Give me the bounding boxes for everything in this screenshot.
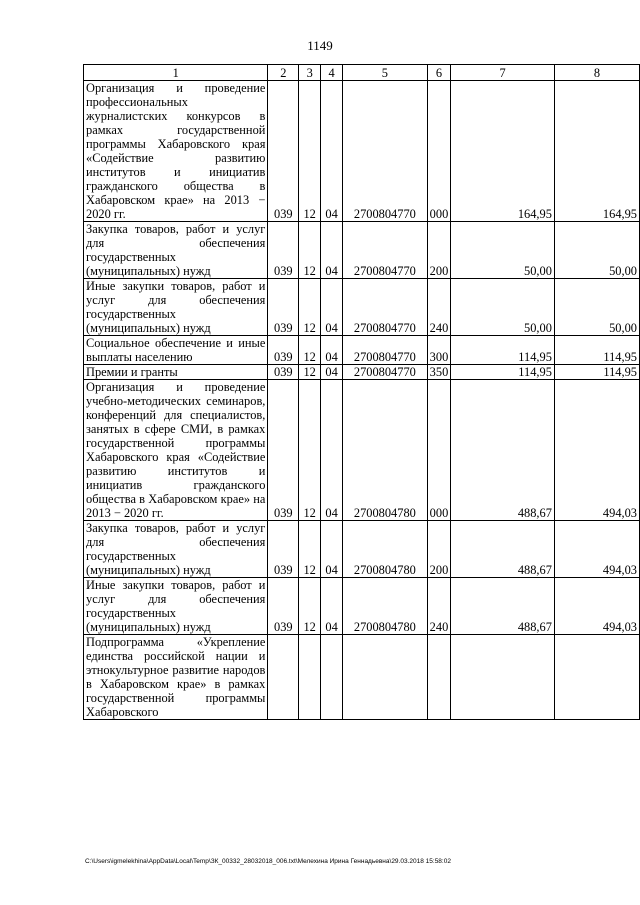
expense-type-code: 300: [427, 336, 451, 365]
section-code: 12: [299, 380, 321, 521]
subsection-code: 04: [321, 365, 343, 380]
amount-year-1: 488,67: [451, 380, 555, 521]
target-article-code: 2700804770: [343, 279, 428, 336]
admin-code: 039: [268, 279, 299, 336]
table-row: [84, 578, 640, 635]
row-description: Премии и гранты: [84, 365, 268, 380]
amount-year-2: 114,95: [554, 365, 639, 380]
admin-code: 039: [268, 81, 299, 222]
amount-year-1: 50,00: [451, 279, 555, 336]
column-header: 4: [321, 65, 343, 81]
table-row: [84, 380, 640, 521]
admin-code: 039: [268, 222, 299, 279]
amount-year-1: 488,67: [451, 578, 555, 635]
expense-type-code: 350: [427, 365, 451, 380]
column-header: 6: [427, 65, 451, 81]
admin-code: 039: [268, 336, 299, 365]
table-row: [84, 365, 640, 380]
section-code: 12: [299, 222, 321, 279]
row-description: Закупка товаров, работ и услуг для обеспечения государственных (муниципальных) нужд: [84, 222, 268, 279]
amount-year-1: 114,95: [451, 336, 555, 365]
subsection-code: 04: [321, 521, 343, 578]
admin-code: 039: [268, 365, 299, 380]
expense-type-code: [427, 635, 451, 720]
expense-type-code: 240: [427, 578, 451, 635]
row-description: Закупка товаров, работ и услуг для обеспечения государственных (муниципальных) нужд: [84, 521, 268, 578]
target-article-code: 2700804770: [343, 336, 428, 365]
column-header: 1: [84, 65, 268, 81]
column-header: 5: [343, 65, 428, 81]
target-article-code: 2700804780: [343, 521, 428, 578]
subsection-code: 04: [321, 336, 343, 365]
expense-type-code: 000: [427, 380, 451, 521]
amount-year-2: 164,95: [554, 81, 639, 222]
row-description: Иные закупки товаров, работ и услуг для обеспечения государственных (муниципальных) нужд: [84, 578, 268, 635]
column-header: 8: [554, 65, 639, 81]
subsection-code: [321, 635, 343, 720]
section-code: 12: [299, 521, 321, 578]
target-article-code: 2700804770: [343, 365, 428, 380]
admin-code: 039: [268, 578, 299, 635]
amount-year-2: 50,00: [554, 222, 639, 279]
table-row: [84, 222, 640, 279]
column-header: 7: [451, 65, 555, 81]
amount-year-2: 114,95: [554, 336, 639, 365]
amount-year-2: 494,03: [554, 521, 639, 578]
section-code: 12: [299, 336, 321, 365]
table-row: [84, 81, 640, 222]
admin-code: 039: [268, 380, 299, 521]
table-row: [84, 635, 640, 720]
amount-year-2: 494,03: [554, 380, 639, 521]
expense-type-code: 200: [427, 222, 451, 279]
amount-year-1: 488,67: [451, 521, 555, 578]
row-description: Социальное обеспечение и иные выплаты населению: [84, 336, 268, 365]
amount-year-1: 114,95: [451, 365, 555, 380]
target-article-code: 2700804780: [343, 578, 428, 635]
target-article-code: [343, 635, 428, 720]
target-article-code: 2700804770: [343, 81, 428, 222]
table-row: [84, 521, 640, 578]
column-header: 2: [268, 65, 299, 81]
amount-year-1: 164,95: [451, 81, 555, 222]
section-code: 12: [299, 365, 321, 380]
expense-type-code: 200: [427, 521, 451, 578]
expense-type-code: 000: [427, 81, 451, 222]
target-article-code: 2700804780: [343, 380, 428, 521]
target-article-code: 2700804770: [343, 222, 428, 279]
subsection-code: 04: [321, 578, 343, 635]
subsection-code: 04: [321, 81, 343, 222]
row-description: Организация и проведение учебно-методических семинаров, конференций для специалистов, занятых в сфере СМИ, в рамках государственной программы Хабаровского края «Содействие развитию институтов и инициатив гражданского общества в Хабаровском крае» на 2013 − 2020 гг.: [84, 380, 268, 521]
subsection-code: 04: [321, 380, 343, 521]
expense-type-code: 240: [427, 279, 451, 336]
subsection-code: 04: [321, 279, 343, 336]
file-path-footer: C:\Users\igmelekhina\AppData\Local\Temp\ЗК_00332_28032018_006.txt\Мелехина Ирина Геннадьевна\29.03.2018 15:58:02: [85, 858, 451, 865]
table-row: [84, 279, 640, 336]
budget-table: [83, 64, 640, 720]
page-number: 1149: [307, 38, 333, 53]
amount-year-1: 50,00: [451, 222, 555, 279]
table-header-row: [84, 65, 640, 81]
section-code: 12: [299, 81, 321, 222]
column-header: 3: [299, 65, 321, 81]
amount-year-1: [451, 635, 555, 720]
row-description: Организация и проведение профессиональных журналистских конкурсов в рамках государственной программы Хабаровского края «Содействие развитию институтов и инициатив гражданского общества в Хабаровском крае» на 2013 − 2020 гг.: [84, 81, 268, 222]
subsection-code: 04: [321, 222, 343, 279]
section-code: 12: [299, 279, 321, 336]
table-row: [84, 336, 640, 365]
amount-year-2: [554, 635, 639, 720]
row-description: Подпрограмма «Укрепление единства российской нации и этнокультурное развитие народов в Хабаровском крае» в рамках государственной программы Хабаровского: [84, 635, 268, 720]
section-code: [299, 635, 321, 720]
amount-year-2: 50,00: [554, 279, 639, 336]
section-code: 12: [299, 578, 321, 635]
row-description: Иные закупки товаров, работ и услуг для обеспечения государственных (муниципальных) нужд: [84, 279, 268, 336]
amount-year-2: 494,03: [554, 578, 639, 635]
admin-code: 039: [268, 521, 299, 578]
admin-code: [268, 635, 299, 720]
